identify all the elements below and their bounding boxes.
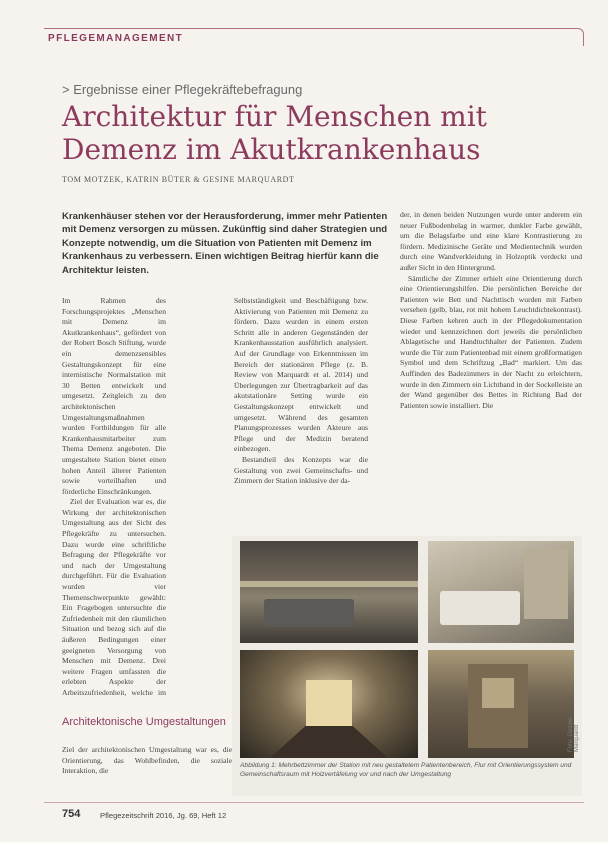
corridor-floor — [270, 726, 388, 758]
section-label: PFLEGEMANAGEMENT — [48, 33, 184, 44]
bed-shape — [264, 599, 354, 627]
paragraph: der, in denen beiden Nutzungen wurde unter anderem ein neuer Fußbodenbelag in warmer, dunkler Farbe gewählt, um die Belagsfarbe und eine klare Kontrastierung zu fördern. Medizinische Geräte und Medientechnik wurden durch eine Wandverkleidung in Holzoptik verdeckt und außer Sicht in den Hintergrund. — [400, 210, 582, 272]
photo-corridor — [240, 650, 418, 758]
photo-multibed-room — [428, 541, 574, 643]
paragraph: Im Rahmen des Forschungsprojektes „Menschen mit Demenz im Akutkrankenhaus“, gefördert von der Robert Bosch Stiftung, wurde ein demenzsensibles Gestaltungskonzept für eine internistische Normalstation mit 30 Betten entwickelt und umgesetzt. Zeitgleich zu den architektonischen Umgestaltungsmaßnahmen wurden Fortbildungen für alle Krankenhausmitarbeiter zum Thema Demenz angeboten. Die umgestaltete Station bietet einen hohen Anteil älterer Patienten sowie vorteilhaften und förderliche Einschränkungen. — [62, 296, 166, 496]
paragraph: Bestandteil des Konzepts war die Gestaltung von zwei Gemeinschafts- und Zimmern der Station inklusive der da- — [234, 454, 368, 486]
paragraph: Sämtliche der Zimmer erhielt eine Orientierung durch eine Orientierungshilfen. Die persönlichen Bereiche der Patienten wie Bett und Nachttisch wurden mit Farben versehen (gelb, blau, rot mit hohem Leuchtdichtekontrast). Diese Farben kehren auch in der Pflegedokumentation wieder und kennzeichnen dort jeweils die persönlichen Ablagetische und Handtuchhalter der Patienten. Zudem wurde die Tür zum Patientenbad mit einem großformatigen Symbol und dem Schriftzug „Bad“ markiert. Um das Auffinden des Badezimmers in der Nacht zu erleichtern, wurde in den Zimmern ein Lichtband in der Sockelleiste an der Wand gegenüber des Bettes in Richtung Bad der Patienten sowie installiert. Die — [400, 273, 582, 410]
body-column-1-continued — [62, 745, 232, 785]
article-title: Architektur für Menschen mit Demenz im Akutkrankenhaus — [62, 100, 487, 166]
door-panel — [482, 678, 514, 708]
photo-caption: Abbildung 1: Mehrbettzimmer der Station mit neu gestaltetem Patientenbereich, Flur mit Orientierungssystem und Gemeinschaftsraum mit Holzvertäfelung vor und nach der Umgestaltung — [240, 762, 572, 778]
page-number: 754 — [62, 808, 81, 820]
paragraph: Ziel der Evaluation war es, die Wirkung der architektonischen Umgestaltung aus der Sicht des Pflegekräfte zu untersuchen. Dazu wurde eine schriftliche Befragung der Pflegekräfte vor und nach der Umgestaltung durchgeführt. Für die Evaluation wurden vier Themenschwerpunkte gewählt: Ein Fragebogen untersuchte die Zufriedenheit mit den räumlichen Situation und bezog sich auf die äußeren Bedingungen einer geeigneten Versorgung von Menschen mit Demenz. Drei weitere Fragen umfassten die erlebten Aspekte der Arbeitszufriedenheit, welche im — [62, 497, 166, 697]
photo-credit: Foto: Gesine Marquardt — [568, 717, 580, 752]
section-subheading: Architektonische Umgestaltungen — [62, 716, 226, 728]
light-band — [240, 581, 418, 587]
body-column-2 — [234, 296, 368, 524]
photo-common-room — [428, 650, 574, 758]
article-kicker: > Ergebnisse einer Pflegekräftebefragung — [62, 82, 303, 97]
wall-panel — [524, 549, 568, 619]
body-column-1 — [62, 296, 166, 700]
article-authors: TOM MOTZEK, KATRIN BÜTER & GESINE MARQUARDT — [62, 175, 295, 184]
paragraph: Ziel der architektonischen Umgestaltung war es, die Orientierung, das Wohlbefinden, die soziale Interaktion, die — [62, 745, 232, 776]
body-column-3 — [400, 210, 582, 520]
journal-citation: Pflegezeitschrift 2016, Jg. 69, Heft 12 — [100, 811, 227, 820]
photo-patient-room — [240, 541, 418, 643]
bed-shape — [440, 591, 520, 625]
article-lead: Krankenhäuser stehen vor der Herausforderung, immer mehr Patienten mit Demenz versorgen zu müssen. Zukünftig sind daher Strategien und Konzepte notwendig, um die Situation von Patienten mit Demenz im Krankenhaus zu verbessern. Einen wichtigen Beitrag hierfür kann die Architektur leisten. — [62, 211, 388, 276]
footer-divider — [44, 802, 584, 803]
paragraph: Selbstständigkeit und Beschäftigung bzw. Aktivierung von Patienten mit Demenz zu fördern. Dazu wurden in einem ersten Schritt alle in anderen Gegenständen der Krankenhausstation ausführlich analysiert. Auf der Grundlage von Erkenntnissen im Bereich der stationären Pflege (z. B. Review von Marquardt et al. 2014) und Überlegungen zur Übertragbarkeit auf das akutstationäre Setting wurde ein Gestaltungskonzept entwickelt und umgesetzt. Während des gesamten Planungsprozesses wurden Akteure aus Pflege und der Medizin beratend einbezogen. — [234, 296, 368, 454]
